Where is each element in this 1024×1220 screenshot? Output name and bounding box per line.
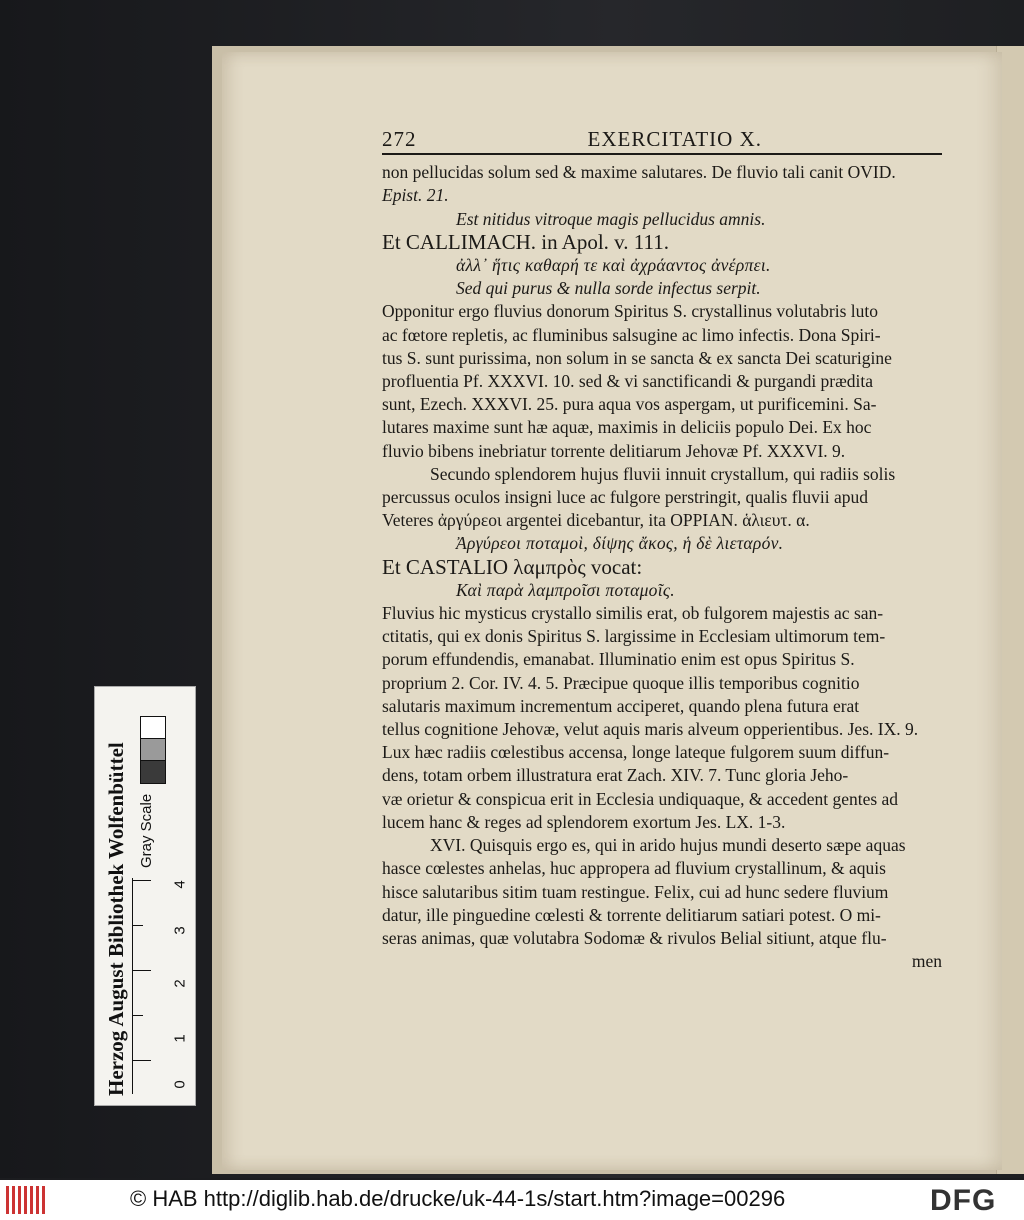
text-line: Et CALLIMACH. in Apol. v. 111. <box>382 229 669 254</box>
ruler-number: 1 <box>171 1034 189 1043</box>
text-line: hisce salutaribus sitim tuam restingue. Felix, cui ad hunc sedere fluvium <box>382 881 889 902</box>
catchword: men <box>911 951 942 972</box>
text-line: dens, totam orbem illustratura erat Zach. XIV. 7. Tunc gloria Jeho- <box>382 765 849 786</box>
text-line: Et CASTALIO λαμπρὸς vocat: <box>382 554 643 579</box>
text-line: lucem hanc & reges ad splendorem exortum Jes. LX. 1-3. <box>382 811 786 832</box>
text-line: Secundo splendorem hujus fluvii innuit crystallum, qui radiis solis <box>430 463 896 484</box>
gray-scale-label: Gray Scale <box>138 793 155 868</box>
ruler-number: 0 <box>171 1080 189 1089</box>
measure-ruler <box>132 878 159 1094</box>
text-line: datur, ille pinguedine cœlesti & torrente delitiarum satiari potest. O mi- <box>382 904 881 925</box>
institution-label: Herzog August Bibliothek Wolfenbüttel <box>104 742 128 1096</box>
text-line: hasce cœlestes anhelas, huc appropera ad fluvium crystallinum, & aquis <box>382 858 886 879</box>
footer-bar <box>0 1180 1024 1220</box>
hab-logo-icon <box>6 1186 46 1214</box>
text-line: Est nitidus vitroque magis pellucidus amnis. <box>456 208 766 229</box>
page-text <box>382 128 942 973</box>
text-line: tellus cognitione Jehovæ, velut aquis maris alveum opperientibus. Jes. IX. 9. <box>382 719 919 740</box>
footer-url[interactable]: © HAB http://diglib.hab.de/drucke/uk-44-1s/start.htm?image=00296 <box>130 1186 786 1211</box>
text-line: Καὶ παρὰ λαμπροῖσι ποταμοῖς. <box>456 579 675 600</box>
text-line: Fluvius hic mysticus crystallo similis erat, ob fulgorem majestis ac san- <box>382 603 884 624</box>
running-head <box>382 128 942 155</box>
gray-swatch-dark <box>140 760 166 784</box>
text-line: proprium 2. Cor. IV. 4. 5. Præcipue quoque illis temporibus cognitio <box>382 672 860 693</box>
text-line: ctitatis, qui ex donis Spiritus S. largissime in Ecclesiam ultimorum tem- <box>382 626 886 647</box>
gray-swatch-white <box>140 716 166 740</box>
dfg-logo: DFG <box>930 1184 997 1217</box>
text-line: porum effundendis, emanabat. Illuminatio enim est opus Spiritus S. <box>382 649 855 670</box>
text-line: percussus oculos insigni luce ac fulgore perstringit, qualis fluvii apud <box>382 487 869 508</box>
gray-swatch-mid <box>140 738 166 762</box>
text-line: XVI. Quisquis ergo es, qui in arido hujus mundi deserto sæpe aquas <box>430 835 906 856</box>
text-line: Epist. 21. <box>382 185 449 206</box>
text-line: non pellucidas solum sed & maxime salutares. De fluvio tali canit OVID. <box>382 162 896 183</box>
text-line: Sed qui purus & nulla sorde infectus serpit. <box>456 278 761 299</box>
page-number: 272 <box>382 127 417 151</box>
ruler-number: 3 <box>171 926 189 935</box>
text-line: ac fœtore repletis, ac fluminibus salsugine ac limo infectis. Dona Spiri- <box>382 324 881 345</box>
text-line: væ orietur & conspicua erit in Ecclesia undiquaque, & accedent gentes ad <box>382 788 899 809</box>
text-line: salutaris maximum incrementum acciperet, quando plena futura erat <box>382 695 860 716</box>
text-line: ἀλλ᾽ ἥτις καθαρή τε καὶ ἀχράαντος ἀνέρπει. <box>456 255 771 276</box>
text-line: sunt, Ezech. XXXVI. 25. pura aqua vos aspergam, ut purificemini. Sa- <box>382 394 877 415</box>
text-line: profluentia Pf. XXXVI. 10. sed & vi sanctificandi & purgandi prædita <box>382 371 874 392</box>
text-line: Ἀργύρεοι ποταμοὶ, δίψης ἄκος, ἡ δὲ λιεταρόν. <box>456 533 784 554</box>
text-line: Veteres ἀργύρεοι argentei dicebantur, ita OPPIAN. ἁλιευτ. α. <box>382 510 810 531</box>
running-title: EXERCITATIO X. <box>587 127 762 151</box>
text-line: fluvio bibens inebriatur torrente delitiarum Jehovæ Pf. XXXVI. 9. <box>382 440 846 461</box>
text-line: Lux hæc radiis cœlestibus accensa, longe lateque fulgorem suum diffun- <box>382 742 890 763</box>
ruler-number: 4 <box>171 880 189 889</box>
text-line: tus S. sunt purissima, non solum in se sancta & ex sancta Dei scaturigine <box>382 347 892 368</box>
text-line: seras animas, quæ volutabra Sodomæ & rivulos Belial sitiunt, atque flu- <box>382 927 887 948</box>
text-line: Opponitur ergo fluvius donorum Spiritus S. crystallinus volutabris luto <box>382 301 878 322</box>
ruler-number: 2 <box>171 979 189 988</box>
text-line: lutares maxime sunt hæ aquæ, maximis in deliciis populo Dei. Ex hoc <box>382 417 872 438</box>
